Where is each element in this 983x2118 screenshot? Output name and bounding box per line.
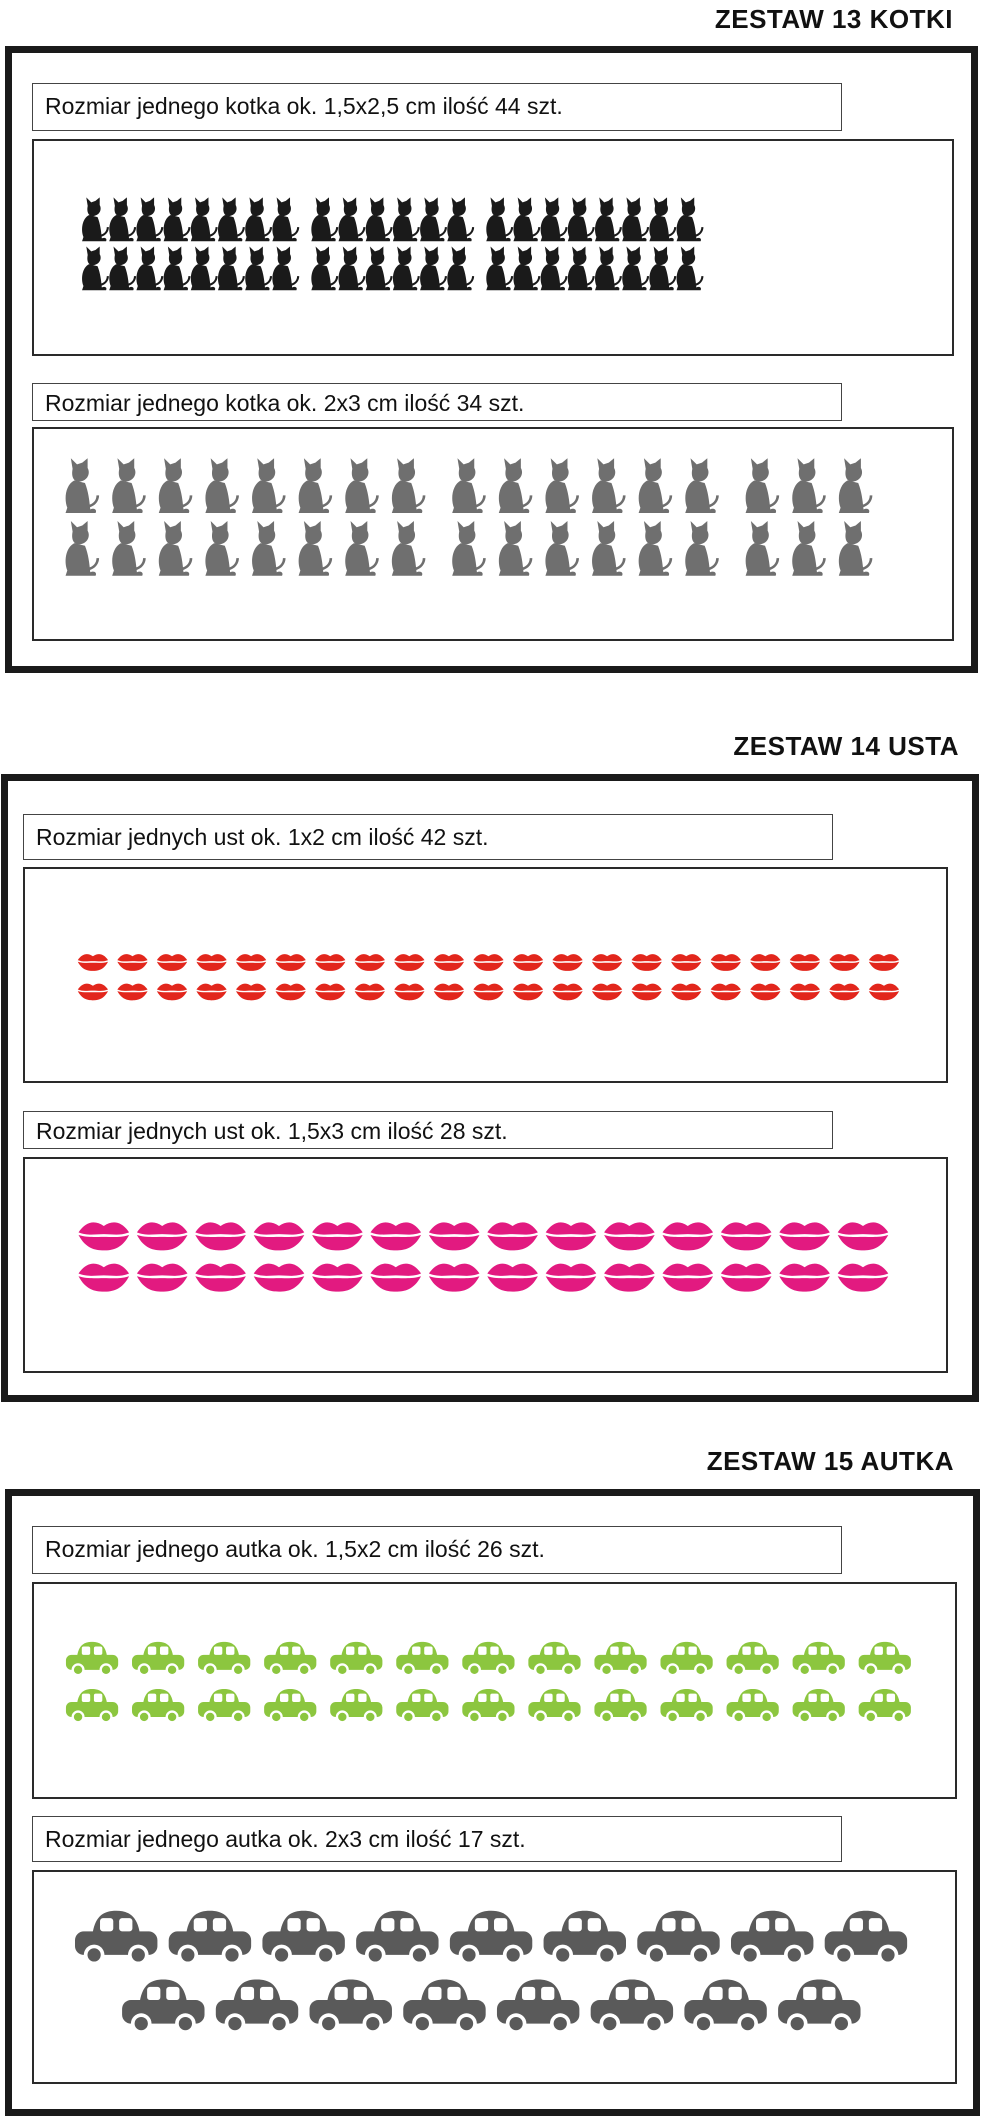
lips-icon: [473, 954, 503, 971]
cat-icon: [568, 197, 595, 241]
lips-icon: [869, 954, 899, 971]
lips-icon: [137, 1264, 188, 1292]
lips-icon: [869, 984, 899, 1001]
cat-icon: [311, 246, 338, 290]
cat-icon: [366, 246, 393, 290]
car-icon: [264, 1689, 316, 1724]
lips-icon: [429, 1264, 480, 1292]
cat-icon: [245, 197, 272, 241]
cat-icon: [109, 246, 136, 290]
cat-icon: [366, 197, 393, 241]
cat-icon: [339, 246, 366, 290]
lips-icon: [592, 984, 622, 1001]
cat-icon: [746, 458, 780, 513]
cat-icon: [393, 197, 420, 241]
car-icon: [132, 1689, 184, 1724]
cat-icon: [452, 458, 486, 513]
car-icon-grid: [34, 1872, 955, 2082]
lips-icon: [513, 954, 543, 971]
car-icon: [330, 1642, 382, 1677]
lips-icon: [434, 984, 464, 1001]
lips-icon: [355, 984, 385, 1001]
lips-icon: [157, 984, 187, 1001]
car-icon: [727, 1642, 779, 1677]
set-13-title: ZESTAW 13 KOTKI: [714, 4, 953, 34]
cat-icon: [112, 458, 146, 513]
lips-icon: [254, 1264, 305, 1292]
cat-icon: [299, 521, 333, 576]
cat-icon: [792, 521, 826, 576]
lips-icon: [829, 954, 859, 971]
cat-icon: [82, 246, 109, 290]
lips-icon: [434, 954, 464, 971]
cat-icon: [159, 521, 193, 576]
car-icon: [497, 1979, 579, 2033]
cat-icon: [164, 246, 191, 290]
lips-icon: [371, 1222, 422, 1250]
car-icon: [727, 1689, 779, 1724]
cat-icon: [639, 458, 673, 513]
lips-icon: [487, 1264, 538, 1292]
lips-icon: [276, 954, 306, 971]
lips-icon: [429, 1222, 480, 1250]
cat-icon: [792, 458, 826, 513]
cat-icon: [746, 521, 780, 576]
set-14-title: ZESTAW 14 USTA: [733, 731, 959, 761]
lips-icon: [355, 954, 385, 971]
cat-icon: [66, 521, 100, 576]
cat-icon-grid: [34, 141, 952, 354]
lips-icon: [552, 954, 582, 971]
cat-icon: [345, 458, 379, 513]
set-14-small-items: [23, 867, 948, 1083]
lips-icon: [371, 1264, 422, 1292]
set-15-title: ZESTAW 15 AUTKA: [706, 1446, 954, 1476]
set-15-small-items: [32, 1582, 957, 1799]
cat-icon: [568, 246, 595, 290]
lips-icon: [671, 984, 701, 1001]
car-icon: [132, 1642, 184, 1677]
cat-icon: [592, 521, 626, 576]
car-icon: [396, 1689, 448, 1724]
lips-icon: [276, 984, 306, 1001]
cat-icon: [486, 197, 513, 241]
cat-icon: [109, 197, 136, 241]
lips-icon: [829, 984, 859, 1001]
lips-icon: [78, 954, 108, 971]
car-icon: [594, 1689, 646, 1724]
cat-icon: [447, 197, 474, 241]
lips-icon: [546, 1264, 597, 1292]
lips-icon: [779, 1222, 830, 1250]
car-icon: [169, 1911, 251, 1965]
lips-icon-grid: [25, 1159, 946, 1371]
cat-icon: [82, 197, 109, 241]
cat-icon: [649, 246, 676, 290]
lips-icon: [236, 954, 266, 971]
lips-icon: [236, 984, 266, 1001]
car-icon: [122, 1979, 204, 2033]
cat-icon: [513, 197, 540, 241]
cat-icon: [311, 197, 338, 241]
car-icon: [660, 1642, 712, 1677]
cat-icon: [839, 521, 873, 576]
car-icon: [778, 1979, 860, 2033]
car-icon: [403, 1979, 485, 2033]
cat-icon: [677, 197, 704, 241]
cat-icon: [392, 458, 426, 513]
car-icon: [262, 1911, 344, 1965]
cat-icon: [685, 521, 719, 576]
car-icon: [684, 1979, 766, 2033]
cat-icon: [622, 246, 649, 290]
car-icon: [264, 1642, 316, 1677]
cat-icon: [541, 197, 568, 241]
car-icon: [66, 1689, 118, 1724]
car-icon: [859, 1689, 911, 1724]
set-13-large-label: Rozmiar jednego kotka ok. 2x3 cm ilość 34 szt.: [32, 383, 842, 421]
lips-icon: [79, 1264, 130, 1292]
cat-icon: [486, 246, 513, 290]
car-icon: [330, 1689, 382, 1724]
lips-icon: [838, 1264, 889, 1292]
cat-icon: [392, 521, 426, 576]
lips-icon: [196, 954, 226, 971]
cat-icon: [205, 521, 239, 576]
cat-icon: [252, 458, 286, 513]
lips-icon: [157, 954, 187, 971]
cat-icon: [541, 246, 568, 290]
cat-icon: [447, 246, 474, 290]
lips-icon: [604, 1222, 655, 1250]
cat-icon: [164, 197, 191, 241]
car-icon: [198, 1689, 250, 1724]
lips-icon: [552, 984, 582, 1001]
lips-icon: [604, 1264, 655, 1292]
lips-icon: [750, 954, 780, 971]
car-icon: [462, 1689, 514, 1724]
cat-icon: [545, 521, 579, 576]
car-icon: [528, 1689, 580, 1724]
cat-icon: [345, 521, 379, 576]
cat-icon: [839, 458, 873, 513]
set-13-small-items: [32, 139, 954, 356]
cat-icon: [420, 197, 447, 241]
lips-icon: [721, 1222, 772, 1250]
cat-icon: [592, 458, 626, 513]
set-15-large-label: Rozmiar jednego autka ok. 2x3 cm ilość 17 szt.: [32, 1816, 842, 1862]
car-icon: [793, 1642, 845, 1677]
car-icon: [198, 1642, 250, 1677]
car-icon: [544, 1911, 626, 1965]
cat-icon: [218, 197, 245, 241]
car-icon: [825, 1911, 907, 1965]
lips-icon: [315, 954, 345, 971]
car-icon: [859, 1642, 911, 1677]
cat-icon: [393, 246, 420, 290]
cat-icon: [420, 246, 447, 290]
car-icon: [731, 1911, 813, 1965]
cat-icon: [685, 458, 719, 513]
lips-icon: [78, 984, 108, 1001]
car-icon: [528, 1642, 580, 1677]
lips-icon: [750, 984, 780, 1001]
set-15-small-label: Rozmiar jednego autka ok. 1,5x2 cm ilość 26 szt.: [32, 1526, 842, 1574]
lips-icon: [312, 1264, 363, 1292]
cat-icon: [159, 458, 193, 513]
set-13-frame: [5, 46, 978, 673]
car-icon: [66, 1642, 118, 1677]
lips-icon: [196, 984, 226, 1001]
cat-icon: [66, 458, 100, 513]
car-icon: [594, 1642, 646, 1677]
car-icon: [450, 1911, 532, 1965]
cat-icon: [452, 521, 486, 576]
cat-icon: [545, 458, 579, 513]
lips-icon: [711, 984, 741, 1001]
set-14-small-label: Rozmiar jednych ust ok. 1x2 cm ilość 42 szt.: [23, 814, 833, 860]
set-14-large-label: Rozmiar jednych ust ok. 1,5x3 cm ilość 28 szt.: [23, 1111, 833, 1149]
cat-icon: [136, 246, 163, 290]
lips-icon: [790, 954, 820, 971]
lips-icon: [790, 984, 820, 1001]
lips-icon: [394, 954, 424, 971]
set-13-large-items: [32, 427, 954, 641]
cat-icon: [112, 521, 146, 576]
cat-icon: [639, 521, 673, 576]
lips-icon-grid: [25, 869, 946, 1081]
cat-icon-grid: [34, 429, 952, 639]
lips-icon: [671, 954, 701, 971]
cat-icon: [595, 197, 622, 241]
lips-icon: [394, 984, 424, 1001]
lips-icon: [592, 954, 622, 971]
car-icon-grid: [34, 1584, 955, 1797]
cat-icon: [513, 246, 540, 290]
lips-icon: [79, 1222, 130, 1250]
car-icon: [75, 1911, 157, 1965]
lips-icon: [711, 954, 741, 971]
cat-icon: [499, 521, 533, 576]
lips-icon: [779, 1264, 830, 1292]
lips-icon: [663, 1264, 714, 1292]
lips-icon: [117, 954, 147, 971]
lips-icon: [195, 1264, 246, 1292]
car-icon: [310, 1979, 392, 2033]
set-13-small-label: Rozmiar jednego kotka ok. 1,5x2,5 cm ilość 44 szt.: [32, 83, 842, 131]
lips-icon: [195, 1222, 246, 1250]
car-icon: [462, 1642, 514, 1677]
cat-icon: [677, 246, 704, 290]
cat-icon: [205, 458, 239, 513]
lips-icon: [487, 1222, 538, 1250]
lips-icon: [137, 1222, 188, 1250]
set-14-large-items: [23, 1157, 948, 1373]
lips-icon: [473, 984, 503, 1001]
cat-icon: [272, 197, 299, 241]
cat-icon: [191, 246, 218, 290]
cat-icon: [649, 197, 676, 241]
car-icon: [793, 1689, 845, 1724]
lips-icon: [838, 1222, 889, 1250]
cat-icon: [499, 458, 533, 513]
lips-icon: [312, 1222, 363, 1250]
car-icon: [216, 1979, 298, 2033]
car-icon: [356, 1911, 438, 1965]
car-icon: [396, 1642, 448, 1677]
lips-icon: [546, 1222, 597, 1250]
set-15-large-items: [32, 1870, 957, 2084]
cat-icon: [622, 197, 649, 241]
cat-icon: [191, 197, 218, 241]
lips-icon: [632, 984, 662, 1001]
cat-icon: [245, 246, 272, 290]
lips-icon: [632, 954, 662, 971]
lips-icon: [513, 984, 543, 1001]
cat-icon: [272, 246, 299, 290]
lips-icon: [117, 984, 147, 1001]
cat-icon: [299, 458, 333, 513]
lips-icon: [721, 1264, 772, 1292]
cat-icon: [339, 197, 366, 241]
set-15-frame: [5, 1489, 980, 2116]
car-icon: [660, 1689, 712, 1724]
cat-icon: [595, 246, 622, 290]
cat-icon: [136, 197, 163, 241]
cat-icon: [218, 246, 245, 290]
lips-icon: [315, 984, 345, 1001]
car-icon: [637, 1911, 719, 1965]
set-14-frame: [1, 774, 979, 1402]
lips-icon: [663, 1222, 714, 1250]
cat-icon: [252, 521, 286, 576]
car-icon: [591, 1979, 673, 2033]
lips-icon: [254, 1222, 305, 1250]
